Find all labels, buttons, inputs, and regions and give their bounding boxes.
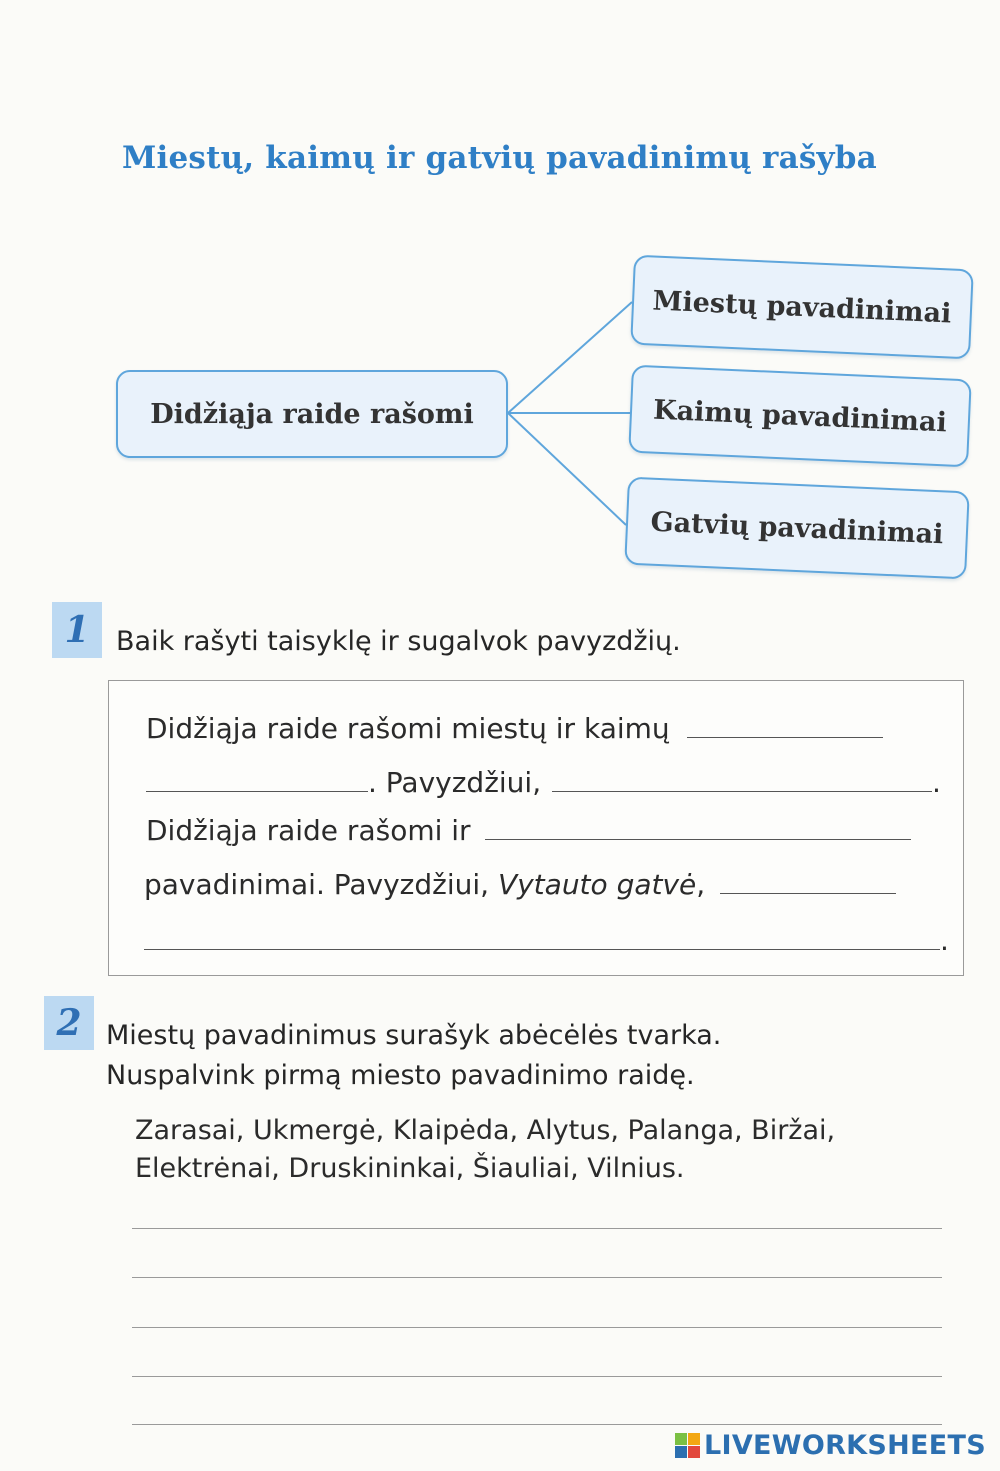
rule-line-5: [144, 924, 949, 957]
branch-label: Gatvių pavadinimai: [650, 506, 944, 550]
answer-blank[interactable]: [687, 736, 883, 738]
diagram-branch-cities: [630, 255, 974, 360]
task2-instruction: [106, 1016, 721, 1096]
logo-text: LIVEWORKSHEETS: [703, 1430, 986, 1461]
rule-dot: .: [940, 924, 949, 957]
task2-instruction-line: Miestų pavadinimus surašyk abėcėlės tvarka.: [106, 1020, 722, 1051]
answer-blank[interactable]: [485, 838, 911, 840]
rule-comma: ,: [696, 868, 706, 901]
answer-line[interactable]: [132, 1327, 942, 1328]
task2-instruction-line: Nuspalvink pirmą miesto pavadinimo raidę.: [106, 1060, 695, 1091]
rule-text: Didžiąja raide rašomi miestų ir kaimų: [146, 712, 670, 745]
city-list: [135, 1112, 935, 1188]
liveworksheets-logo: [675, 1430, 986, 1461]
rule-line-2: [146, 766, 941, 799]
answer-blank[interactable]: [146, 790, 368, 792]
diagram-branch-villages: [628, 365, 972, 468]
diagram-main-box: [116, 370, 508, 458]
city-list-line: Zarasai, Ukmergė, Klaipėda, Alytus, Palanga, Biržai,: [135, 1115, 836, 1146]
diagram-main-label: Didžiąja raide rašomi: [150, 398, 474, 430]
branch-label: Miestų pavadinimai: [651, 284, 953, 330]
answer-line[interactable]: [132, 1424, 942, 1425]
answer-line[interactable]: [132, 1277, 942, 1278]
answer-blank[interactable]: [552, 790, 932, 792]
branch-label: Kaimų pavadinimai: [652, 394, 948, 438]
diagram-branch-streets: [624, 477, 970, 580]
page-title: Miestų, kaimų ir gatvių pavadinimų rašyba: [122, 140, 877, 176]
answer-line[interactable]: [132, 1228, 942, 1229]
rule-line-1: [146, 712, 883, 745]
task-number-badge: 1: [52, 602, 102, 658]
example-street: Vytauto gatvė: [497, 868, 697, 901]
rule-line-3: [146, 814, 911, 847]
city-list-line: Elektrėnai, Druskininkai, Šiauliai, Vilnius.: [135, 1153, 685, 1184]
rule-dot: .: [932, 766, 941, 799]
rule-text: pavadinimai. Pavyzdžiui,: [144, 868, 498, 901]
answer-line[interactable]: [132, 1376, 942, 1377]
answer-blank[interactable]: [720, 892, 896, 894]
rule-text: . Pavyzdžiui,: [368, 766, 542, 799]
logo-mark-icon: [675, 1433, 700, 1458]
task-number-badge: 2: [44, 996, 94, 1050]
task1-instruction: Baik rašyti taisyklę ir sugalvok pavyzdžių.: [116, 626, 681, 657]
answer-blank[interactable]: [144, 948, 940, 950]
rule-text: Didžiąja raide rašomi ir: [146, 814, 471, 847]
rule-line-4: [144, 868, 896, 901]
